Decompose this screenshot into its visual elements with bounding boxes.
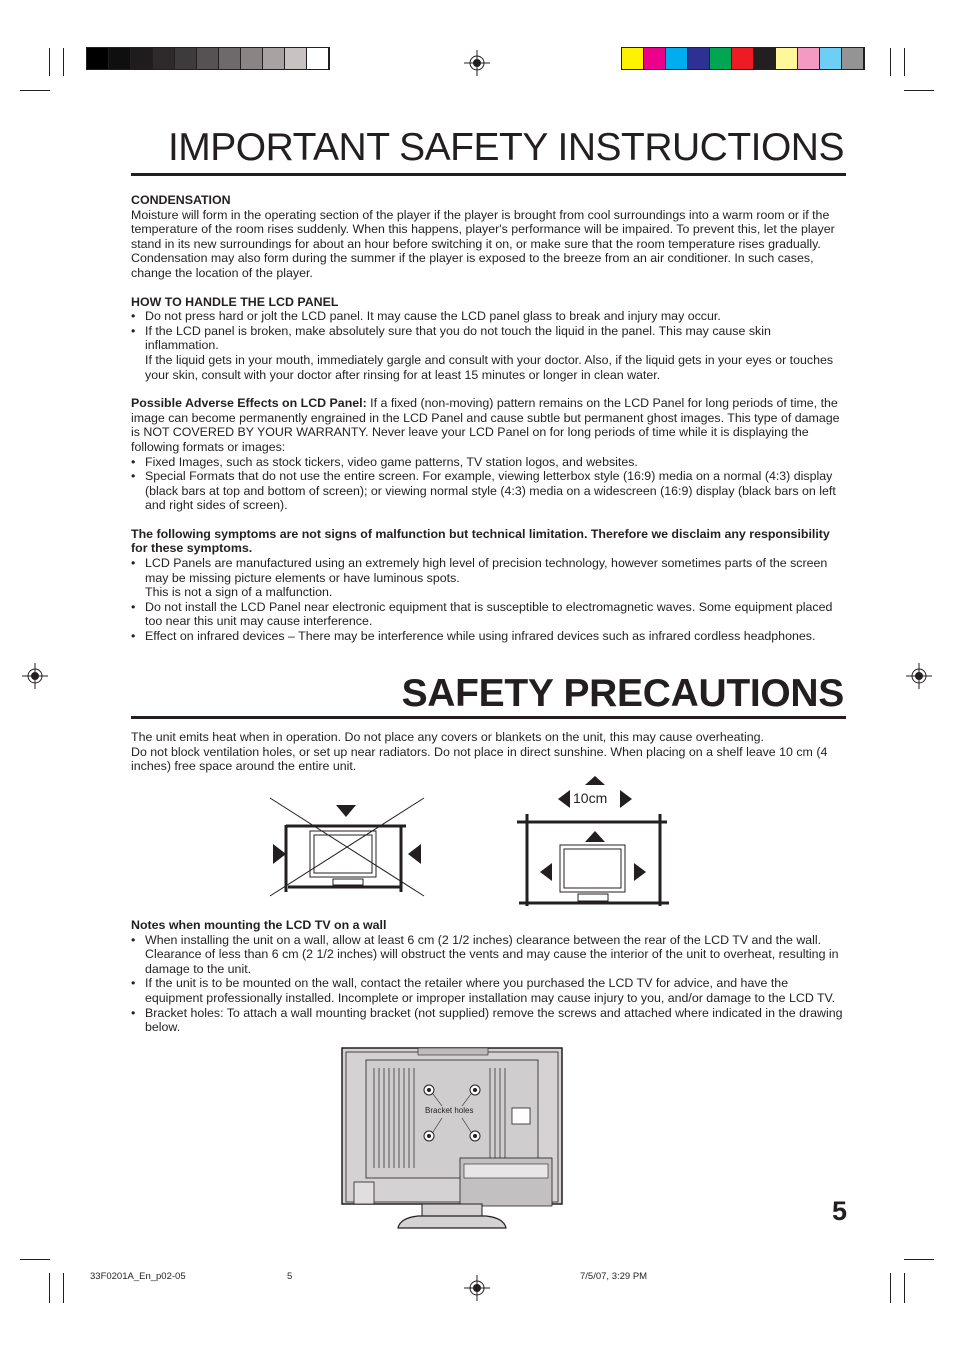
crop-mark xyxy=(890,1273,891,1303)
crop-mark xyxy=(904,90,934,91)
process-color-bar xyxy=(621,47,865,70)
symptoms-heading: The following symptoms are not signs of malfunction but technical limitation. Therefore we disclaim any responsibility for these symptoms. xyxy=(131,526,830,556)
wall-mount-heading: Notes when mounting the LCD TV on a wall xyxy=(131,918,387,932)
color-swatch xyxy=(219,48,241,69)
color-swatch xyxy=(732,48,754,69)
list-item: • Special Formats that do not use the entire screen. For example, viewing letterbox style (16:9) media on a normal (4:3) display (black bars at top and bottom of screen); or viewing normal style (4:3) media on a widescreen (16:9) display (black bars on left and right sides of screen). xyxy=(131,469,846,513)
crop-mark xyxy=(49,1273,50,1303)
adverse-effects-paragraph: Possible Adverse Effects on LCD Panel: If a fixed (non-moving) pattern remains on the LCD Panel for long periods of time, the image can become permanently engrained in the LCD Panel and cause subtle but permanent ghost images. This type of damage is NOT COVERED BY YOUR WARRANTY. Never leave your LCD Panel on for long periods of time while it is displaying the following formats or images: xyxy=(131,396,840,454)
color-swatch xyxy=(285,48,307,69)
crop-mark xyxy=(904,48,905,76)
bracket-holes-label: Bracket holes xyxy=(425,1106,474,1115)
color-swatch xyxy=(175,48,197,69)
color-swatch xyxy=(622,48,644,69)
crop-mark xyxy=(890,48,891,76)
color-swatch xyxy=(842,48,864,69)
page-number: 5 xyxy=(832,1196,848,1226)
list-item: • Do not install the LCD Panel near electronic equipment that is susceptible to electromagnetic waves. Some equipment placed too near this unit may cause interference. xyxy=(131,600,846,629)
crop-mark xyxy=(49,48,50,76)
list-item: • Fixed Images, such as stock tickers, video game patterns, TV station logos, and websites. xyxy=(131,455,846,470)
wall-mount-notes xyxy=(131,918,846,1035)
color-swatch xyxy=(109,48,131,69)
color-swatch xyxy=(87,48,109,69)
color-swatch xyxy=(131,48,153,69)
incorrect-placement-diagram xyxy=(266,795,426,900)
color-swatch xyxy=(307,48,329,69)
crop-mark xyxy=(20,1259,50,1260)
registration-mark-icon xyxy=(464,50,490,76)
section-title: SAFETY PRECAUTIONS xyxy=(401,672,844,715)
color-swatch xyxy=(197,48,219,69)
registration-mark-icon xyxy=(464,1275,490,1301)
registration-mark-icon xyxy=(22,663,48,689)
color-swatch xyxy=(776,48,798,69)
color-swatch xyxy=(710,48,732,69)
crop-mark xyxy=(904,1259,934,1260)
footer-filename: 33F0201A_En_p02-05 xyxy=(90,1271,186,1282)
grayscale-color-bar xyxy=(86,47,330,70)
condensation-heading: CONDENSATION xyxy=(131,193,231,207)
list-item: • Bracket holes: To attach a wall mounting bracket (not supplied) remove the screws and attached where indicated in the drawing below. xyxy=(131,1006,846,1035)
crop-mark xyxy=(904,1273,905,1303)
crop-mark xyxy=(20,90,50,91)
color-swatch xyxy=(820,48,842,69)
tv-rear-diagram xyxy=(340,1046,564,1232)
list-item: • If the unit is to be mounted on the wall, contact the retailer where you purchased the LCD TV for advice, and have the equipment professionally installed. Incomplete or improper installation may cause injury to you, and/or damage to the LCD TV. xyxy=(131,976,846,1005)
color-swatch xyxy=(688,48,710,69)
title-rule xyxy=(131,173,846,176)
crop-mark xyxy=(63,1273,64,1303)
list-item: • If the LCD panel is broken, make absolutely sure that you do not touch the liquid in the panel. This may cause skin inflammation. If the liquid gets in your mouth, immediately gargle and consult with your doctor. Also, if the liquid gets in your eyes or touches your skin, consult with your doctor after rinsing for at least 15 minutes or longer in clean water. xyxy=(131,324,846,382)
color-swatch xyxy=(153,48,175,69)
color-swatch xyxy=(241,48,263,69)
list-item: • Effect on infrared devices – There may be interference while using infrared devices such as infrared cordless headphones. xyxy=(131,629,846,644)
safety-intro: The unit emits heat when in operation. Do not place any covers or blankets on the unit, this may cause overheating. Do not block ventilation holes, or set up near radiators. Do not place in direct sunshine. When placing on a shelf leave 10 cm (4 inches) free space around the entire unit. xyxy=(131,730,828,774)
section-rule xyxy=(131,716,846,719)
lcd-handling-heading: HOW TO HANDLE THE LCD PANEL xyxy=(131,294,339,309)
color-swatch xyxy=(754,48,776,69)
color-swatch xyxy=(798,48,820,69)
list-item: • When installing the unit on a wall, allow at least 6 cm (2 1/2 inches) clearance between the rear of the LCD TV and the wall. Clearance of less than 6 cm (2 1/2 inches) will obstruct the vents and may cause the interior of the unit to overheat, resulting in damage to the unit. xyxy=(131,933,846,977)
page-title: IMPORTANT SAFETY INSTRUCTIONS xyxy=(167,126,844,169)
condensation-paragraph: Condensation may also form during the summer if the player is exposed to the breeze from an air conditioner. In such cases, change the location of the player. xyxy=(131,251,814,280)
safety-instructions-body xyxy=(131,193,846,644)
list-item: • Do not press hard or jolt the LCD panel. It may cause the LCD panel glass to break and injury may occur. xyxy=(131,309,846,324)
color-swatch xyxy=(666,48,688,69)
registration-mark-icon xyxy=(906,663,932,689)
clearance-label: 10cm xyxy=(573,790,608,806)
color-swatch xyxy=(644,48,666,69)
crop-mark xyxy=(63,48,64,76)
condensation-paragraph: Moisture will form in the operating section of the player if the player is brought from cool surroundings into a warm room or if the temperature of the room rises suddenly. When this happens, player's performance will be impaired. To prevent this, let the player stand in its new surroundings for about an hour before switching it on, or make sure that the room temperature rises gradually. xyxy=(131,207,835,251)
color-swatch xyxy=(263,48,285,69)
list-item: • LCD Panels are manufactured using an extremely high level of precision technology, however sometimes parts of the screen may be missing picture elements or have luminous spots. This is not a sign of a malfunction. xyxy=(131,556,846,600)
footer-page: 5 xyxy=(287,1271,293,1282)
footer-datetime: 7/5/07, 3:29 PM xyxy=(580,1271,648,1282)
